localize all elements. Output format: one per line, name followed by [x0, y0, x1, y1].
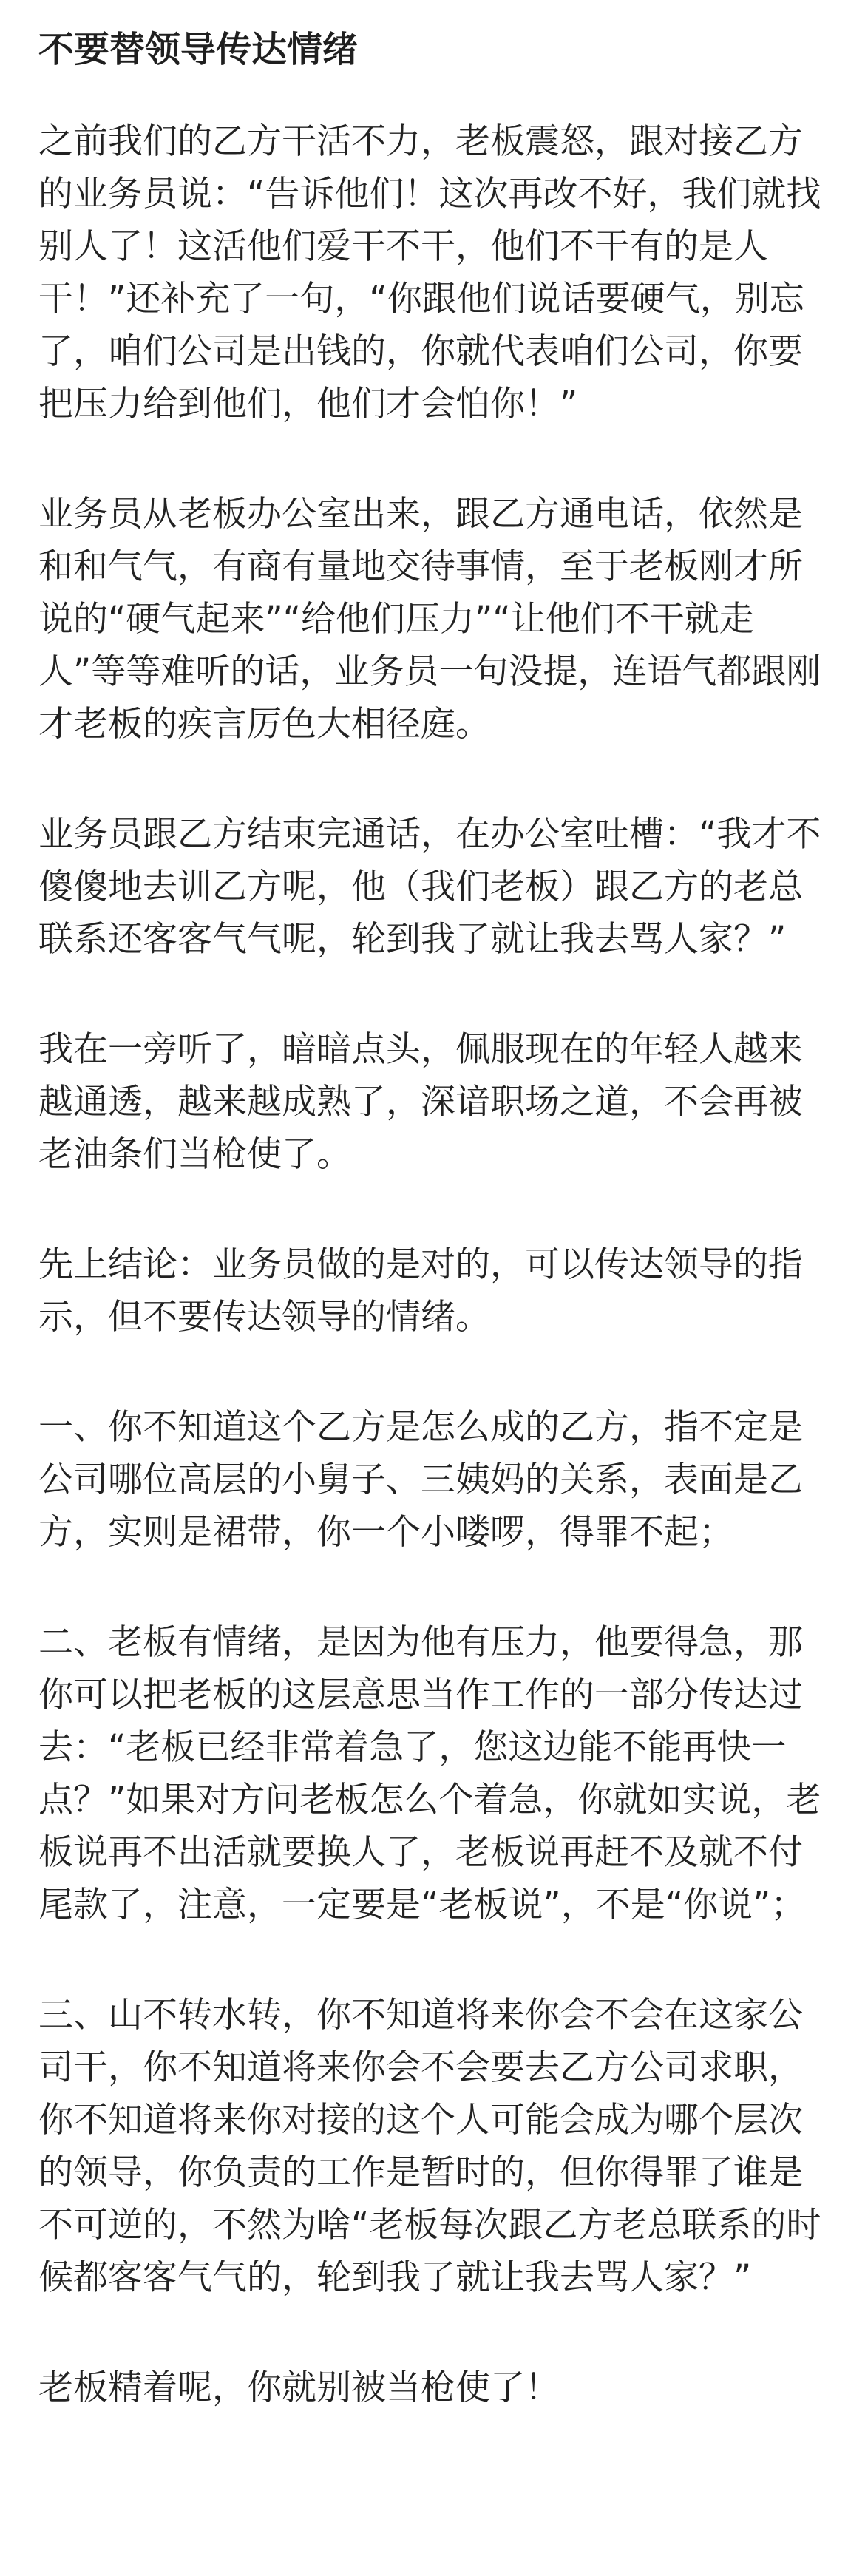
article-paragraph: 之前我们的乙方干活不力，老板震怒，跟对接乙方的业务员说：“告诉他们！这次再改不好，我们就找别人了！这活他们爱干不干，他们不干有的是人干！”还补充了一句，“你跟他们说话要硬气，别忘了，咱们公司是出钱的，你就代表咱们公司，你要把压力给到他们，他们才会怕你！” — [38, 121, 821, 424]
article-paragraph: 三、山不转水转，你不知道将来你会不会在这家公司干，你不知道将来你会不会要去乙方公司求职，你不知道将来你对接的这个人可能会成为哪个层次的领导，你负责的工作是暂时的，但你得罪了谁是不可逆的，不然为啥“老板每次跟乙方老总联系的时候都客客气气的，轮到我了就让我去骂人家？” — [38, 1995, 821, 2298]
article-paragraph: 先上结论：业务员做的是对的，可以传达领导的指示，但不要传达领导的情绪。 — [38, 1244, 803, 1338]
article-paragraph: 业务员跟乙方结束完通话，在办公室吐槽：“我才不傻傻地去训乙方呢，他（我们老板）跟乙方的老总联系还客客气气呢，轮到我了就让我去骂人家？” — [38, 814, 821, 960]
article-paragraph: 我在一旁听了，暗暗点头，佩服现在的年轻人越来越通透，越来越成熟了，深谙职场之道，不会再被老油条们当枪使了。 — [38, 1029, 803, 1175]
article-title: 不要替领导传达情绪 — [38, 29, 359, 70]
article-body — [38, 115, 827, 2414]
article-paragraph: 老板精着呢，你就别被当枪使了！ — [38, 2367, 560, 2408]
article-paragraph: 业务员从老板办公室出来，跟乙方通电话，依然是和和气气，有商有量地交待事情，至于老板刚才所说的“硬气起来”“给他们压力”“让他们不干就走人”等等难听的话，业务员一句没提，连语气都跟刚才老板的疾言厉色大相径庭。 — [38, 494, 821, 745]
article-paragraph: 一、你不知道这个乙方是怎么成的乙方，指不定是公司哪位高层的小舅子、三姨妈的关系，表面是乙方，实则是裙带，你一个小喽啰，得罪不起； — [38, 1407, 803, 1553]
article-paragraph: 二、老板有情绪，是因为他有压力，他要得急，那你可以把老板的这层意思当作工作的一部分传达过去：“老板已经非常着急了，您这边能不能再快一点？”如果对方问老板怎么个着急，你就如实说，老板说再不出活就要换人了，老板说再赶不及就不付尾款了，注意，一定要是“老板说”，不是“你说”； — [38, 1622, 821, 1925]
